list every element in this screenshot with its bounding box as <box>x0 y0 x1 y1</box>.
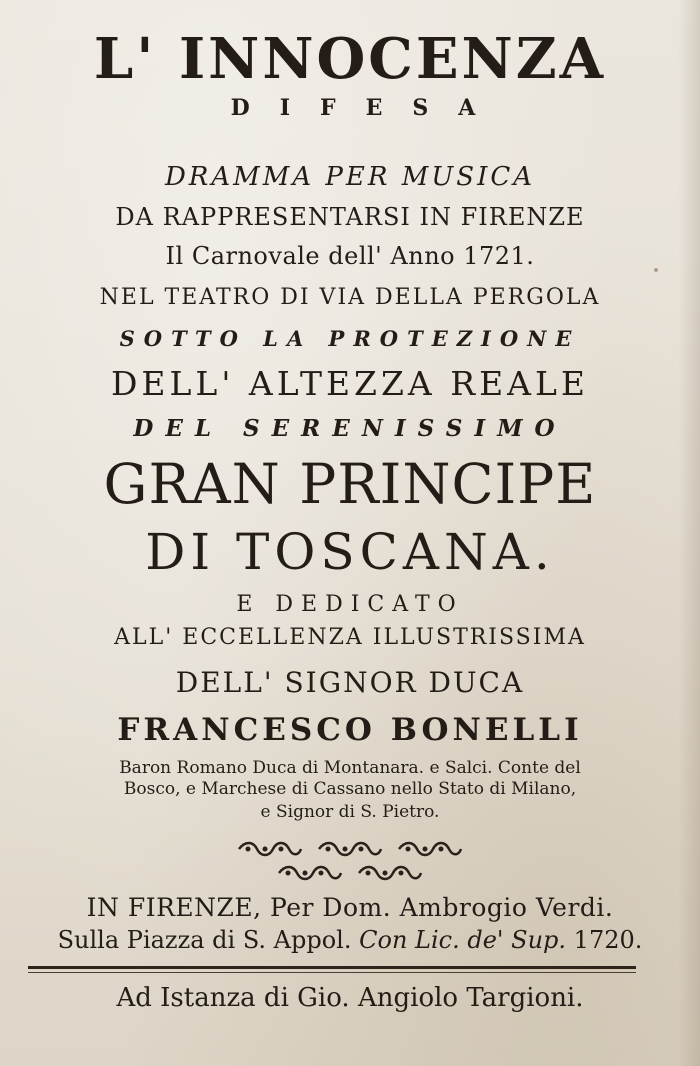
dedication-line-3: DELL' SIGNOR DUCA <box>175 666 525 699</box>
theatre-line: NEL TEATRO DI VIA DELLA PERGOLA <box>99 285 601 310</box>
dedication-line-2: ALL' ECCELLENZA ILLUSTRISSIMA <box>114 625 586 650</box>
fleuron-icon <box>315 840 385 858</box>
page-edge-shadow <box>678 0 700 1066</box>
horizontal-rule-thin <box>28 972 636 973</box>
serenissimo-line: DEL SERENISSIMO <box>133 415 567 442</box>
horizontal-rule <box>28 966 636 969</box>
title-line-2: DIFESA <box>230 95 506 121</box>
titles-line-2: Bosco, e Marchese di Cassano nello Stato di Milano, <box>123 779 577 799</box>
prince-line-1: GRAN PRINCIPE <box>103 452 597 516</box>
imprint-licence: Con Lic. de' Sup. <box>359 926 567 954</box>
imprint-year: 1720. <box>573 926 643 954</box>
subtitle: DRAMMA PER MUSICA <box>164 162 536 192</box>
title-line-1: L' INNOCENZA <box>93 26 607 92</box>
ornament-row-2 <box>0 864 700 882</box>
ornament-row-1 <box>0 840 700 858</box>
protection-line: SOTTO LA PROTEZIONE <box>119 326 581 351</box>
imprint-line-2 <box>0 926 700 954</box>
fleuron-icon <box>275 864 345 882</box>
sponsor-line: Ad Istanza di Gio. Angiolo Targioni. <box>116 983 584 1013</box>
fleuron-icon <box>355 864 425 882</box>
imprint-place: Sulla Piazza di S. Appol. <box>57 926 352 954</box>
imprint-line-1: IN FIRENZE, Per Dom. Ambrogio Verdi. <box>86 893 614 922</box>
highness-line: DELL' ALTEZZA REALE <box>110 364 590 403</box>
titles-line-3: e Signor di S. Pietro. <box>260 802 440 822</box>
paper-speck <box>654 268 658 272</box>
dedicatee-name: FRANCESCO BONELLI <box>117 712 583 748</box>
performance-line-2: Il Carnovale dell' Anno 1721. <box>165 242 535 270</box>
performance-line-1: DA RAPPRESENTARSI IN FIRENZE <box>115 203 585 231</box>
prince-line-2: DI TOSCANA. <box>145 523 555 581</box>
dedication-line-1: E DEDICATO <box>236 592 464 617</box>
fleuron-icon <box>395 840 465 858</box>
titles-line-1: Baron Romano Duca di Montanara. e Salci. Conte del <box>119 758 581 778</box>
fleuron-icon <box>235 840 305 858</box>
